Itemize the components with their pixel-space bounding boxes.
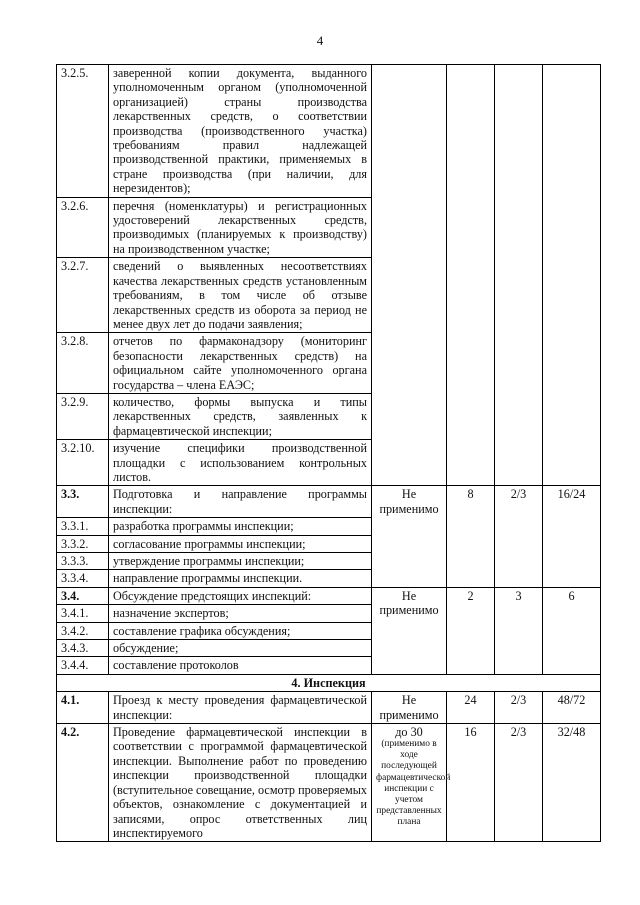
applicability-cell (372, 692, 447, 724)
table-row (57, 486, 601, 518)
coef-cell: 2/3 (495, 724, 543, 842)
applicability-cell (372, 587, 447, 674)
row-text: разработка программы инспекции; (109, 518, 372, 535)
table-row (57, 65, 601, 198)
row-number: 3.4.1. (57, 605, 109, 622)
row-text: утверждение программы инспекции; (109, 553, 372, 570)
table-row (57, 587, 601, 604)
applicability-text: (применимо в ходе последующей фармацевтической инспекции с учетом представленных плана (376, 739, 451, 828)
applicability-cell (372, 486, 447, 587)
row-number: 4.1. (57, 692, 109, 724)
coef-cell: 3 (495, 587, 543, 674)
days-cell (447, 65, 495, 486)
coef-cell: 2/3 (495, 692, 543, 724)
total-cell: 16/24 (543, 486, 601, 587)
table-row (57, 692, 601, 724)
row-text: перечня (номенклатуры) и регистрационных удостоверений лекарственных средств, производимых (планируемых к производству) на производственном участке; (109, 197, 372, 258)
row-number: 3.2.7. (57, 258, 109, 333)
row-number: 3.2.8. (57, 333, 109, 394)
page-number: 4 (316, 33, 324, 48)
inspection-plan-table (56, 64, 601, 842)
section-heading: 4. Инспекция (57, 674, 601, 691)
total-cell: 32/48 (543, 724, 601, 842)
row-text: составление протоколов (109, 657, 372, 674)
row-number: 3.2.10. (57, 440, 109, 486)
row-text: изучение специфики производственной площадки с использованием контрольных листов. (109, 440, 372, 486)
applicability-main: до 30 (395, 725, 423, 740)
row-text: количество, формы выпуска и типы лекарственных средств, заявленных к фармацевтической инспекции; (109, 393, 372, 439)
row-number: 3.3.4. (57, 570, 109, 587)
applicability-text: Не применимо (379, 487, 439, 516)
row-text: отчетов по фармаконадзору (мониторинг безопасности лекарственных средств) на официальном сайте уполномоченного органа государства – члена ЕАЭС; (109, 333, 372, 394)
row-text: Проезд к месту проведения фармацевтической инспекции: (109, 692, 372, 724)
row-text: Обсуждение предстоящих инспекций: (109, 587, 372, 604)
days-cell: 16 (447, 724, 495, 842)
total-cell (543, 65, 601, 486)
coef-cell: 2/3 (495, 486, 543, 587)
applicability-cell (372, 724, 451, 842)
days-cell: 24 (447, 692, 495, 724)
total-cell: 48/72 (543, 692, 601, 724)
row-text: назначение экспертов; (109, 605, 372, 622)
row-text: Подготовка и направление программы инспекции: (109, 486, 372, 518)
applicability-cell (372, 65, 447, 486)
days-cell: 2 (447, 587, 495, 674)
row-number: 3.4. (57, 587, 109, 604)
row-text: направление программы инспекции. (109, 570, 372, 587)
row-text: сведений о выявленных несоответствиях качества лекарственных средств установленным требованиям, в том числе об отзыве лекарственных средств из оборота за период не менее двух лет до подачи заявления; (109, 258, 372, 333)
row-number: 3.3.1. (57, 518, 109, 535)
row-text: согласование программы инспекции; (109, 535, 372, 552)
row-number: 3.3.3. (57, 553, 109, 570)
row-number: 3.3. (57, 486, 109, 518)
total-cell: 6 (543, 587, 601, 674)
row-number: 3.4.3. (57, 640, 109, 657)
row-number: 3.2.6. (57, 197, 109, 258)
row-number: 3.4.2. (57, 622, 109, 639)
row-text: составление графика обсуждения; (109, 622, 372, 639)
row-text: заверенной копии документа, выданного уполномоченным органом (уполномоченной организацией) страны производства лекарственных средств, о соответствии производства (производственного участка) требованиям правил надлежащей производственной практики, применяемых в стране производства (при наличии, для нерезидентов); (109, 65, 372, 198)
row-number: 3.2.9. (57, 393, 109, 439)
row-text: Проведение фармацевтической инспекции в соответствии с программой фармацевтической инспекции. Выполнение работ по проведению инспекции производственной площадки (вступительное совещание, осмотр проверяемых объектов, ознакомление с документацией и записями, опрос ответственных лиц инспектируемого (109, 724, 372, 842)
applicability-text: Не применимо (379, 588, 439, 618)
row-number: 3.3.2. (57, 535, 109, 552)
row-number: 3.4.4. (57, 657, 109, 674)
row-number: 4.2. (57, 724, 109, 842)
table-row (57, 724, 601, 842)
days-cell: 8 (447, 486, 495, 587)
coef-cell (495, 65, 543, 486)
row-text: обсуждение; (109, 640, 372, 657)
row-number: 3.2.5. (57, 65, 109, 198)
section-heading-row (57, 674, 601, 691)
applicability-text: Не применимо (379, 693, 439, 722)
